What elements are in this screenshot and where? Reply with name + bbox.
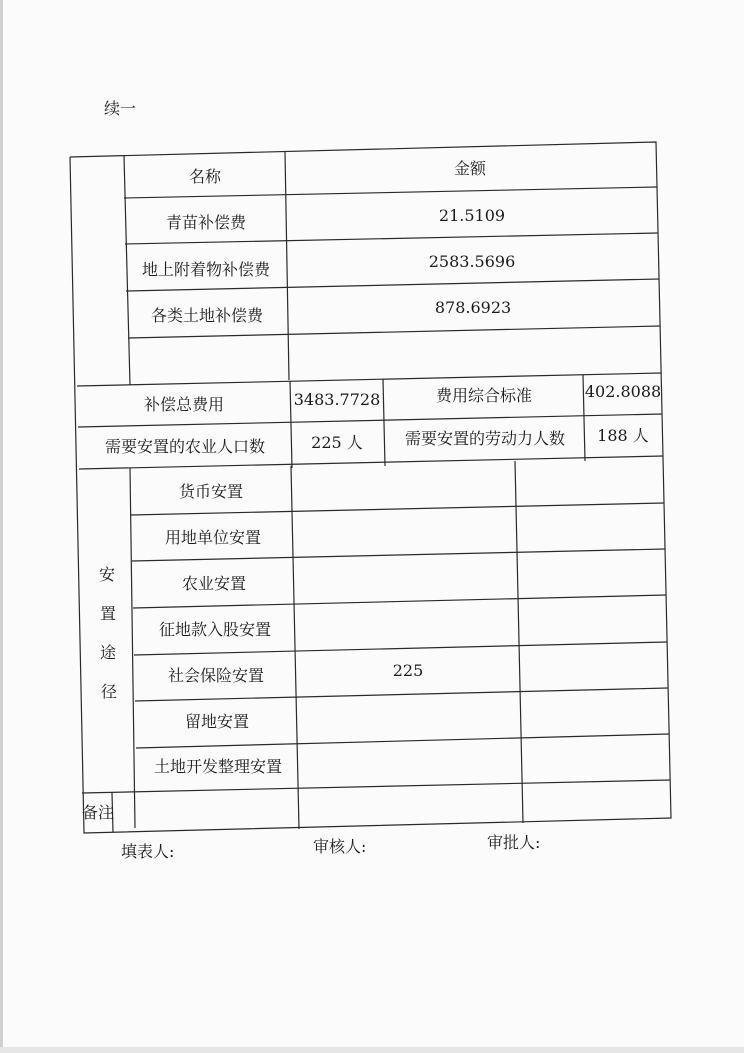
total-cost-label: 补偿总费用	[143, 395, 225, 414]
item-amount-1: 2583.5696	[428, 252, 516, 271]
reviewer-label: 审核人:	[313, 837, 367, 856]
resettlement-name-0: 货币安置	[178, 482, 244, 501]
resettlement-header-char-3: 径	[100, 682, 118, 701]
labor-value: 188 人	[597, 426, 649, 445]
resettlement-name-3: 征地款入股安置	[158, 620, 272, 639]
resettlement-value1-4: 225	[392, 661, 424, 680]
item-amount-2: 878.6923	[434, 298, 512, 317]
column-header-amount: 金额	[453, 159, 487, 178]
resettlement-name-2: 农业安置	[181, 574, 247, 593]
resettlement-header-char-1: 置	[99, 604, 117, 623]
resettlement-header-char-2: 途	[99, 643, 117, 662]
resettlement-header-char-0: 安	[98, 565, 116, 584]
remarks-label: 备注	[81, 803, 115, 822]
resettlement-name-4: 社会保险安置	[167, 666, 265, 685]
resettlement-name-1: 用地单位安置	[164, 528, 262, 547]
form-filler-label: 填表人:	[121, 842, 175, 861]
item-name-2: 各类土地补偿费	[150, 306, 264, 325]
item-name-0: 青苗补偿费	[165, 213, 247, 232]
total-cost-value: 3483.7728	[293, 390, 381, 409]
standard-cost-value: 402.8088	[584, 382, 662, 401]
standard-cost-label: 费用综合标准	[435, 386, 533, 405]
continued-label: 续一	[104, 99, 137, 118]
item-amount-0: 21.5109	[438, 206, 506, 225]
approver-label: 审批人:	[487, 833, 541, 852]
item-name-1: 地上附着物补偿费	[141, 260, 271, 279]
resettlement-name-6: 土地开发整理安置	[153, 757, 283, 776]
labor-label: 需要安置的劳动力人数	[404, 429, 566, 448]
resettlement-name-5: 留地安置	[184, 712, 250, 731]
population-label: 需要安置的农业人口数	[104, 437, 266, 456]
population-value: 225 人	[311, 433, 363, 452]
column-header-name: 名称	[188, 167, 222, 186]
